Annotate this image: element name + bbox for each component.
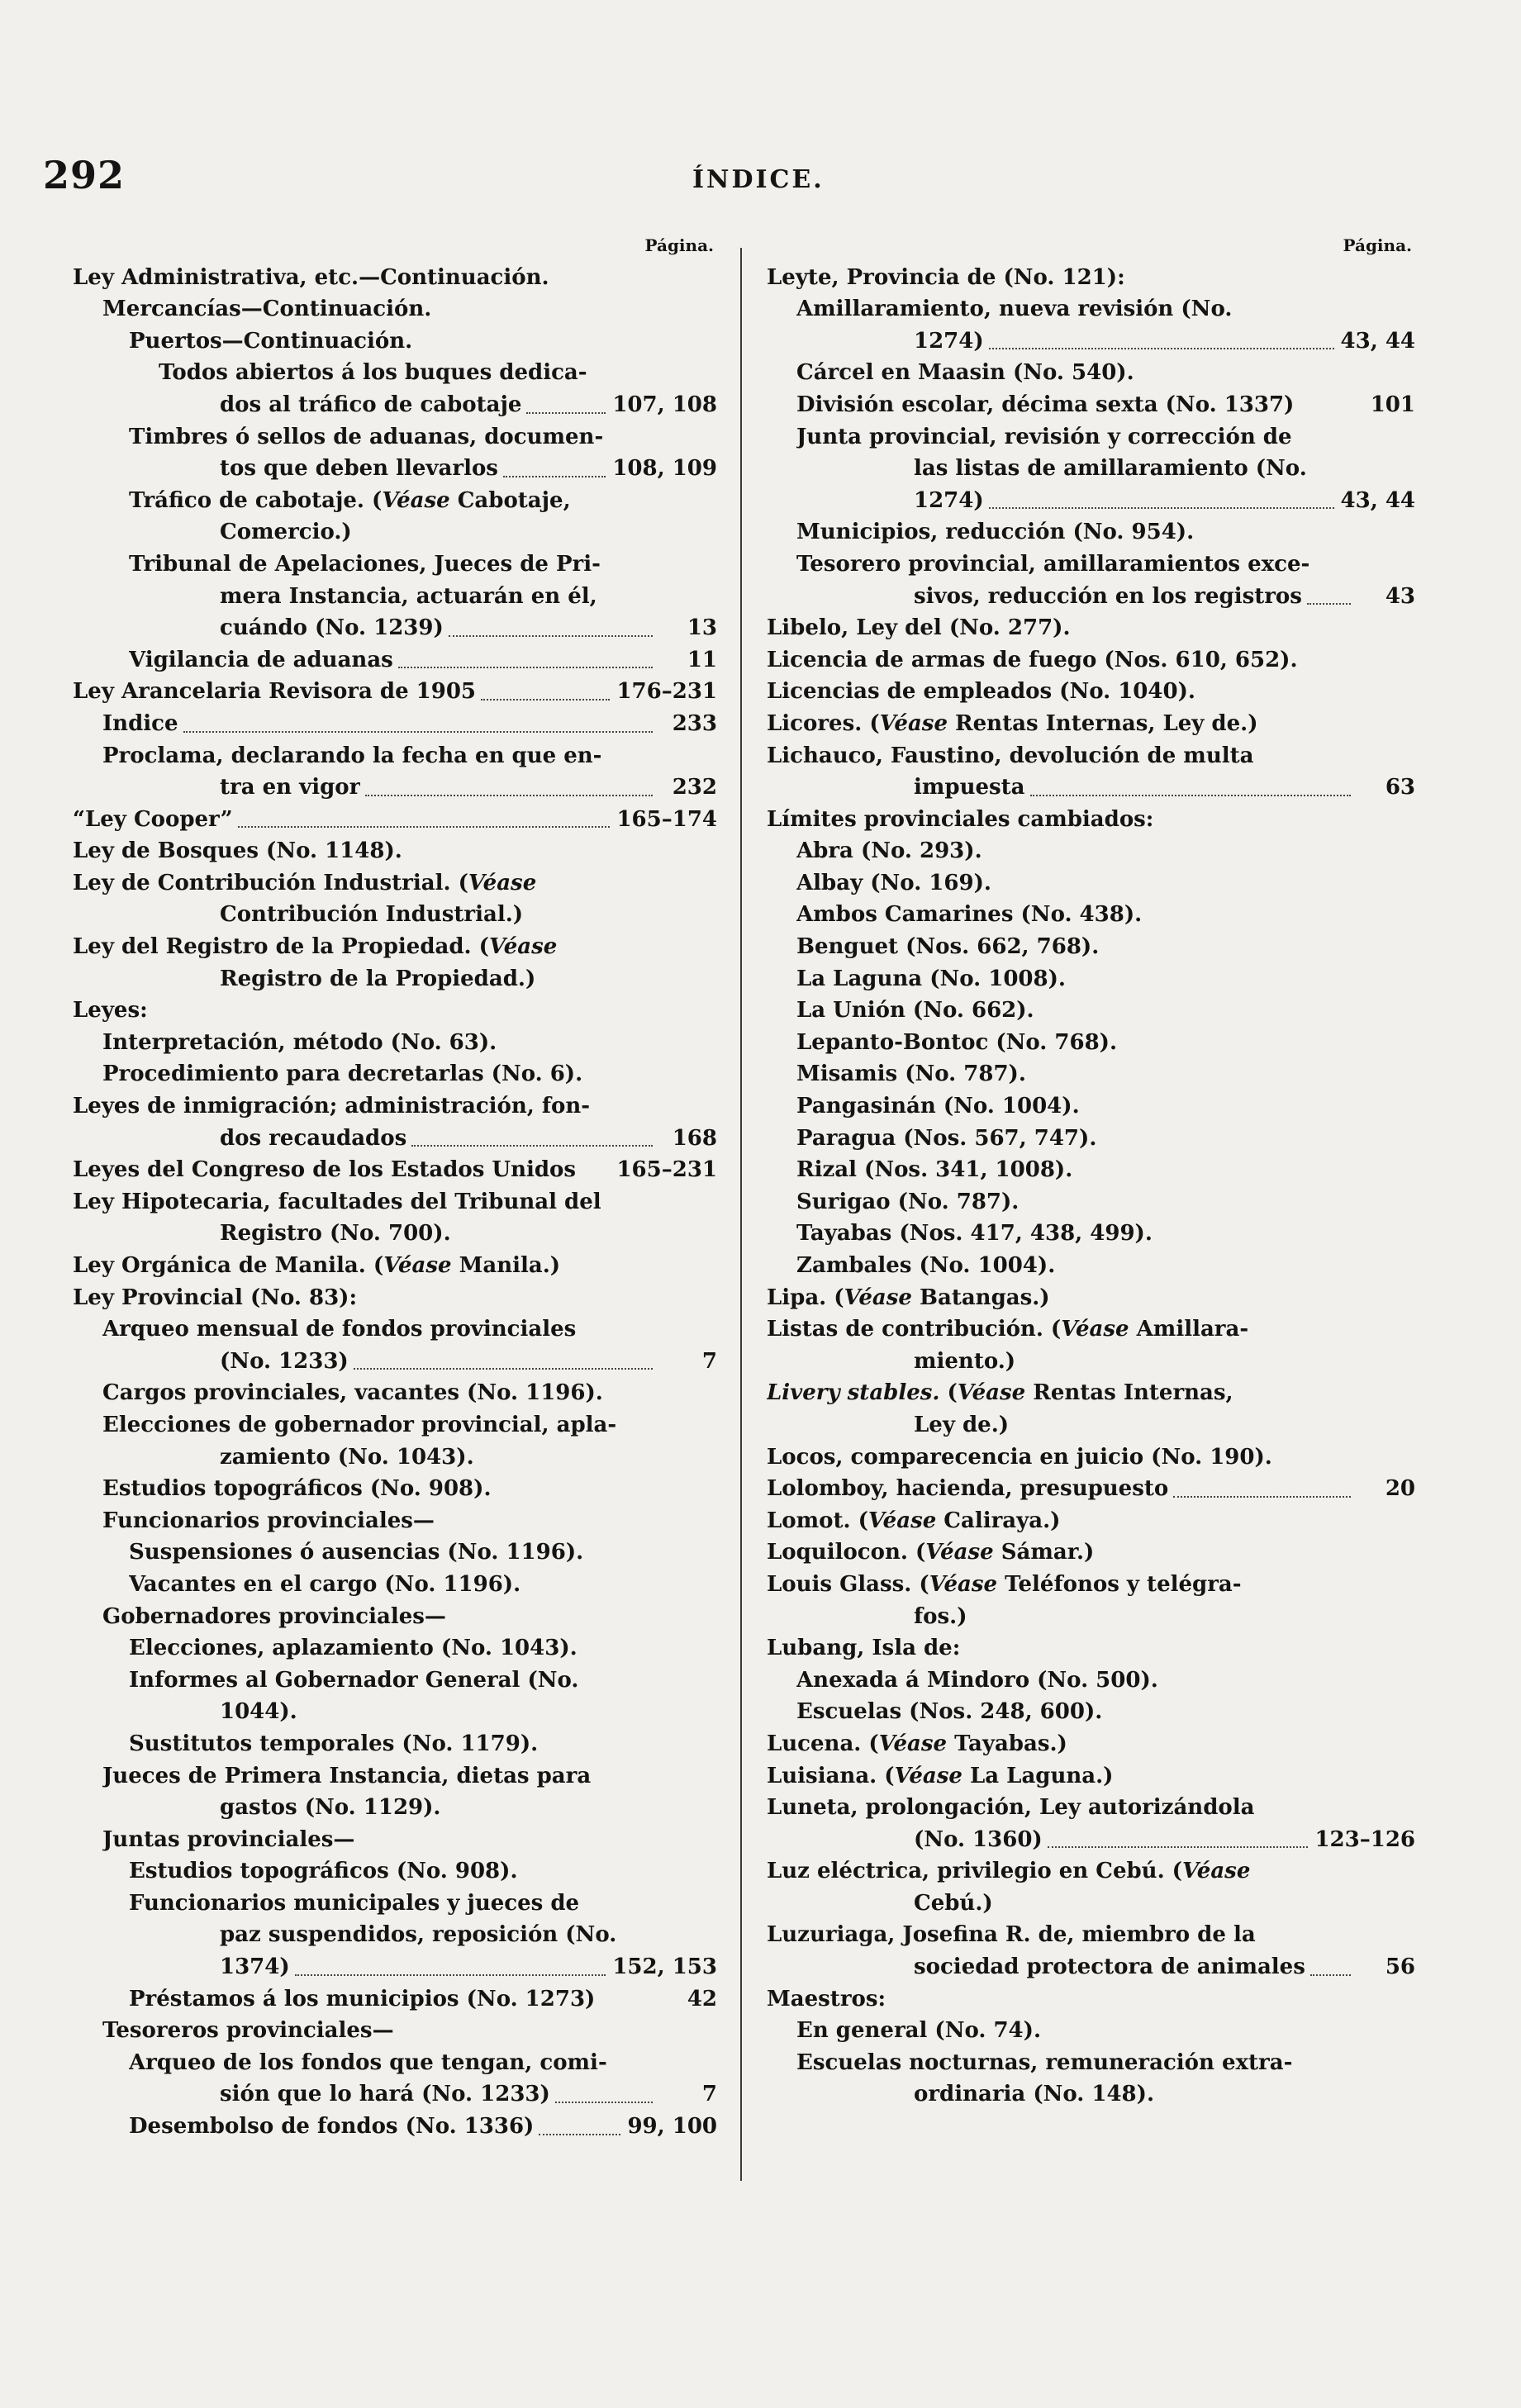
entry-text: Todos abiertos á los buques dedica- [159, 360, 587, 386]
entry-text: Ley Provincial (No. 83): [73, 1285, 358, 1310]
index-entry-line [767, 1632, 1415, 1665]
entry-text: dos recaudados [220, 1125, 407, 1151]
entry-text: “Ley Cooper” [73, 806, 233, 832]
entry-text: Ambos Camarines (No. 438). [796, 902, 1143, 928]
index-entry-line [73, 581, 717, 613]
index-entry-line [767, 1282, 1415, 1314]
entry-text: Ley de Contribución Industrial. (Véase [73, 870, 537, 895]
index-entry-line [767, 1377, 1415, 1409]
dot-leader [398, 644, 653, 669]
entry-text: Leyes de inmigración; administración, fon- [73, 1094, 591, 1119]
entry-text: cuándo (No. 1239) [220, 615, 444, 641]
entry-text: mera Instancia, actuarán en él, [220, 583, 597, 609]
entry-text: Contribución Industrial.) [220, 902, 524, 928]
index-entry-line [73, 1569, 717, 1601]
entry-text: Ley del Registro de la Propiedad. (Véase [73, 934, 558, 960]
index-entry-line [73, 389, 717, 421]
entry-text: Ley Orgánica de Manila. (Véase Manila.) [73, 1253, 561, 1278]
entry-text: Gobernadores provinciales— [102, 1603, 446, 1629]
entry-text: Lepanto-Bontoc (No. 768). [796, 1029, 1118, 1055]
entry-text: fos.) [914, 1603, 967, 1629]
entry-text: Lubang, Isla de: [767, 1636, 961, 1661]
page-reference: 43, 44 [1340, 487, 1415, 513]
index-entry-line [73, 740, 717, 772]
index-entry-line [767, 357, 1415, 389]
entry-text: Licencia de armas de fuego (Nos. 610, 652). [767, 647, 1298, 672]
index-entry-line [767, 1601, 1415, 1633]
index-entry-line [767, 262, 1415, 294]
index-entry-line [767, 612, 1415, 644]
entry-text: Maestros: [767, 1986, 886, 2011]
entry-text: Tribunal de Apelaciones, Jueces de Pri- [129, 551, 601, 577]
dot-leader [989, 325, 1334, 350]
entry-text: tra en vigor [220, 775, 361, 800]
dot-leader [411, 1123, 653, 1147]
index-entry-line [767, 1983, 1415, 2016]
entry-text: las listas de amillaramiento (No. [914, 456, 1307, 482]
entry-text: Escuelas (Nos. 248, 600). [796, 1699, 1103, 1725]
entry-text: Jueces de Primera Instancia, dietas para [102, 1763, 592, 1788]
page-reference: 152, 153 [612, 1954, 717, 1980]
index-entry-line [767, 1919, 1415, 1951]
index-entry-line [767, 708, 1415, 740]
entry-text: Rizal (Nos. 341, 1008). [796, 1157, 1073, 1183]
entry-text: Cárcel en Maasin (No. 540). [796, 360, 1134, 386]
entry-text: Amillaramiento, nueva revisión (No. [796, 297, 1233, 322]
page-reference: 107, 108 [612, 392, 717, 417]
entry-text: Arqueo de los fondos que tengan, comi- [129, 2049, 607, 2075]
entry-text: Louis Glass. (Véase Teléfonos y telégra- [767, 1571, 1242, 1597]
entry-text: Lucena. (Véase Tayabas.) [767, 1731, 1067, 1756]
dot-leader [526, 389, 606, 414]
entry-text: Zambales (No. 1004). [796, 1253, 1056, 1278]
index-entry-line [767, 804, 1415, 836]
entry-text: zamiento (No. 1043). [220, 1444, 474, 1470]
page-reference: 99, 100 [627, 2114, 717, 2140]
entry-text: (No. 1360) [914, 1826, 1043, 1852]
index-entry-line [73, 1123, 717, 1155]
index-entry-line [767, 1473, 1415, 1505]
index-entry-line [767, 293, 1415, 325]
entry-text: 1274) [914, 328, 984, 354]
entry-text: Proclama, declarando la fecha en que en- [102, 743, 602, 768]
index-entry-line [73, 357, 717, 389]
entry-text: Junta provincial, revisión y corrección de [796, 424, 1292, 449]
dot-leader [1307, 581, 1351, 606]
index-entry-line [767, 1441, 1415, 1474]
dot-leader [555, 2078, 653, 2103]
index-entry-line [73, 1919, 717, 1951]
index-entry-line [767, 485, 1415, 517]
index-entry-line [73, 1760, 717, 1793]
entry-text: Cargos provinciales, vacantes (No. 1196). [102, 1380, 603, 1406]
page-reference: 43, 44 [1340, 328, 1415, 354]
entry-text: Pangasinán (No. 1004). [796, 1094, 1080, 1119]
entry-text: Registro de la Propiedad.) [220, 966, 536, 991]
index-entry-line [73, 262, 717, 294]
index-entry-line [73, 835, 717, 867]
page-reference: 165–174 [616, 806, 717, 832]
index-entry-line [767, 1186, 1415, 1218]
page-reference: 233 [672, 710, 717, 736]
index-entry-line [73, 2078, 717, 2111]
index-entry-line [767, 1218, 1415, 1250]
entry-text: Lipa. (Véase Batangas.) [767, 1285, 1050, 1310]
entry-text: Timbres ó sellos de aduanas, documen- [129, 424, 604, 449]
index-entry-line [73, 1696, 717, 1728]
entry-text: sociedad protectora de animales [914, 1954, 1305, 1980]
entry-text: 1044). [220, 1699, 297, 1725]
index-entry-line [73, 772, 717, 804]
index-entry-line [767, 325, 1415, 358]
index-entry-line [73, 1154, 717, 1186]
entry-text: sión que lo hará (No. 1233) [220, 2082, 550, 2107]
entry-text: Vigilancia de aduanas [129, 647, 393, 672]
index-entry-line [73, 1601, 717, 1633]
index-entry-line [767, 1951, 1415, 1983]
entry-text: Misamis (No. 787). [796, 1062, 1026, 1087]
entry-text: Libelo, Ley del (No. 277). [767, 615, 1071, 641]
index-entry-line [73, 1027, 717, 1059]
dot-leader [989, 485, 1334, 510]
index-entry-line [767, 995, 1415, 1027]
index-entry-line [767, 1824, 1415, 1856]
index-entry-line [73, 485, 717, 517]
index-entry-line [73, 708, 717, 740]
page-reference: 56 [1385, 1954, 1415, 1980]
entry-text: (No. 1233) [220, 1348, 349, 1374]
entry-text: Indice [102, 710, 178, 736]
entry-text: Ley Arancelaria Revisora de 1905 [73, 679, 477, 705]
entry-text: Tesorero provincial, amillaramientos exce- [796, 551, 1310, 577]
entry-text: sivos, reducción en los registros [914, 583, 1302, 609]
index-entry-line [73, 1346, 717, 1378]
index-entry-line [73, 1536, 717, 1569]
index-entry-line [73, 1186, 717, 1218]
index-entry-line [73, 867, 717, 900]
page-reference: 101 [1370, 392, 1415, 417]
index-entry-line [73, 1983, 717, 2016]
index-entry-line [73, 1409, 717, 1441]
index-entry-line [767, 676, 1415, 708]
entry-text: La Laguna (No. 1008). [796, 966, 1066, 991]
index-entry-line [767, 1123, 1415, 1155]
index-entry-line [767, 1665, 1415, 1697]
index-entry-line [73, 1632, 717, 1665]
index-entry-line [767, 931, 1415, 963]
entry-text: Ley Administrativa, etc.—Continuación. [73, 264, 549, 290]
index-entry-line [767, 644, 1415, 677]
index-entry-line [767, 1250, 1415, 1282]
index-entry-line [73, 1792, 717, 1824]
entry-text: Albay (No. 169). [796, 870, 991, 895]
dot-leader [354, 1346, 653, 1370]
entry-text: Anexada á Mindoro (No. 500). [796, 1667, 1158, 1693]
index-entry-line [73, 325, 717, 358]
index-entry-line [73, 995, 717, 1027]
index-entry-line [767, 421, 1415, 454]
index-entry-line [73, 516, 717, 549]
entry-text: Vacantes en el cargo (No. 1196). [129, 1571, 521, 1597]
index-entry-line [767, 1888, 1415, 1920]
index-entry-line [767, 2078, 1415, 2111]
entry-text: Préstamos á los municipios (No. 1273) [129, 1986, 596, 2011]
entry-text: Elecciones de gobernador provincial, apla- [102, 1412, 617, 1437]
index-entry-line [73, 453, 717, 485]
dot-leader [1173, 1473, 1351, 1498]
index-entry-line [767, 1027, 1415, 1059]
entry-text: Loquilocon. (Véase Sámar.) [767, 1540, 1095, 1565]
page-reference: 7 [701, 2082, 717, 2107]
index-entry-line [73, 1441, 717, 1474]
entry-text: Abra (No. 293). [796, 838, 982, 864]
entry-text: Interpretación, método (No. 63). [102, 1029, 497, 1055]
index-entry-line [767, 1346, 1415, 1378]
entry-text: Funcionarios municipales y jueces de [129, 1890, 580, 1916]
entry-text: Luisiana. (Véase La Laguna.) [767, 1763, 1114, 1788]
pagina-label: Página. [1343, 235, 1412, 255]
index-entry-line [73, 2047, 717, 2079]
dot-leader [183, 708, 654, 733]
entry-text: Cebú.) [914, 1890, 993, 1916]
dot-leader [539, 2111, 620, 2135]
index-entry-line [73, 1218, 717, 1250]
entry-text: Luzuriaga, Josefina R. de, miembro de la [767, 1922, 1256, 1948]
page-reference: 232 [672, 775, 717, 800]
entry-text: Estudios topográficos (No. 908). [102, 1476, 492, 1502]
index-entry-line [767, 867, 1415, 900]
index-entry-line [767, 1154, 1415, 1186]
entry-text: La Unión (No. 662). [796, 998, 1034, 1024]
index-entry-line [767, 1058, 1415, 1090]
entry-text: En general (No. 74). [796, 2018, 1042, 2044]
page-reference: 176–231 [616, 679, 717, 705]
index-entry-line [73, 1282, 717, 1314]
entry-text: Mercancías—Continuación. [102, 297, 432, 322]
index-entry-line [767, 389, 1415, 421]
entry-text: Leyte, Provincia de (No. 121): [767, 264, 1125, 290]
page-reference: 43 [1385, 583, 1415, 609]
entry-text: Surigao (No. 787). [796, 1189, 1020, 1214]
dot-leader [449, 612, 653, 637]
entry-text: Comercio.) [220, 520, 352, 545]
entry-text: Escuelas nocturnas, remuneración extra- [796, 2049, 1293, 2075]
index-entry-line [767, 740, 1415, 772]
entry-text: Límites provinciales cambiados: [767, 806, 1154, 832]
entry-text: miento.) [914, 1348, 1016, 1374]
pagina-label: Página. [644, 235, 714, 255]
index-entry-line [767, 1090, 1415, 1123]
dot-leader [503, 453, 606, 477]
index-entry-line [73, 1505, 717, 1537]
page-reference: 168 [672, 1125, 717, 1151]
page-reference: 7 [701, 1348, 717, 1374]
entry-text: gastos (No. 1129). [220, 1795, 441, 1821]
entry-text: Licores. (Véase Rentas Internas, Ley de.) [767, 710, 1258, 736]
page-reference: 42 [687, 1986, 717, 2011]
index-entry-line [73, 2015, 717, 2047]
index-entry-line [73, 1824, 717, 1856]
index-entry-line [767, 2047, 1415, 2079]
entry-text: Arqueo mensual de fondos provinciales [102, 1317, 577, 1342]
entry-text: Paragua (Nos. 567, 747). [796, 1125, 1097, 1151]
entry-text: Leyes: [73, 998, 148, 1024]
entry-text: Ley Hipotecaria, facultades del Tribunal del [73, 1189, 601, 1214]
entry-text: ordinaria (No. 148). [914, 2082, 1155, 2107]
entry-text: Estudios topográficos (No. 908). [129, 1859, 518, 1884]
index-entry-line [767, 1792, 1415, 1824]
page-reference: 20 [1385, 1476, 1415, 1502]
dot-leader [1310, 1951, 1351, 1976]
index-entry-line [73, 1250, 717, 1282]
index-entry-line [73, 1665, 717, 1697]
page-reference: 108, 109 [612, 456, 717, 482]
index-entry-line [73, 612, 717, 644]
index-entry-line [767, 1505, 1415, 1537]
index-entry-line [767, 835, 1415, 867]
index-entry-line [767, 899, 1415, 931]
entry-text: Suspensiones ó ausencias (No. 1196). [129, 1540, 584, 1565]
left-column [73, 230, 717, 2143]
index-entry-line [767, 1569, 1415, 1601]
index-entry-line [767, 1409, 1415, 1441]
index-entry-line [767, 549, 1415, 581]
entry-text: Puertos—Continuación. [129, 328, 413, 354]
entry-text: Informes al Gobernador General (No. [129, 1667, 579, 1693]
index-entry-line [73, 1313, 717, 1346]
entry-text: División escolar, décima sexta (No. 1337) [796, 392, 1295, 417]
dot-leader [365, 772, 653, 796]
index-entry-line [73, 804, 717, 836]
page-reference: 11 [687, 647, 717, 672]
index-entry-line [767, 453, 1415, 485]
index-entry-line [73, 293, 717, 325]
entry-text: Procedimiento para decretarlas (No. 6). [102, 1062, 583, 1087]
entry-text: Benguet (Nos. 662, 768). [796, 934, 1100, 960]
index-entry-line [767, 772, 1415, 804]
index-entry-line [73, 676, 717, 708]
entry-text: Tayabas (Nos. 417, 438, 499). [796, 1221, 1153, 1247]
index-entry-line [767, 2015, 1415, 2047]
index-entry-line [73, 1888, 717, 1920]
entry-text: Elecciones, aplazamiento (No. 1043). [129, 1636, 578, 1661]
page-reference: 123–126 [1314, 1826, 1415, 1852]
index-entry-line [73, 1090, 717, 1123]
index-entry-line [73, 1951, 717, 1983]
entry-text: Ley de Bosques (No. 1148). [73, 838, 402, 864]
index-entry-line [73, 1728, 717, 1760]
right-column [767, 230, 1415, 2111]
entry-text: Sustitutos temporales (No. 1179). [129, 1731, 539, 1756]
entry-text: Licencias de empleados (No. 1040). [767, 679, 1195, 705]
index-entry-line [73, 2111, 717, 2143]
entry-text: Municipios, reducción (No. 954). [796, 520, 1195, 545]
index-entry-line [767, 1313, 1415, 1346]
dot-leader [295, 1951, 606, 1976]
index-entry-line [767, 1536, 1415, 1569]
index-entry-line [73, 549, 717, 581]
entry-text: Luz eléctrica, privilegio en Cebú. (Véase [767, 1859, 1251, 1884]
dot-leader [238, 804, 611, 829]
entry-text: Listas de contribución. (Véase Amillara- [767, 1317, 1249, 1342]
index-entry-line [73, 931, 717, 963]
index-entry-line [767, 1728, 1415, 1760]
index-entry-line [767, 1696, 1415, 1728]
index-entry-line [767, 1855, 1415, 1888]
entry-text: Lolomboy, hacienda, presupuesto [767, 1476, 1169, 1502]
entry-text: 1274) [914, 487, 984, 513]
entry-text: Locos, comparecencia en juicio (No. 190). [767, 1444, 1272, 1470]
index-entry-line [767, 1760, 1415, 1793]
entry-text: Leyes del Congreso de los Estados Unidos [73, 1157, 577, 1183]
entry-text: Registro (No. 700). [220, 1221, 451, 1247]
column-divider [740, 248, 742, 2181]
dot-leader [481, 676, 610, 701]
page-number: 292 [43, 153, 126, 197]
page-reference: 13 [687, 615, 717, 641]
index-entry-line [767, 963, 1415, 995]
entry-text: Funcionarios provinciales— [102, 1508, 435, 1533]
entry-text: Desembolso de fondos (No. 1336) [129, 2114, 535, 2140]
index-entry-line [73, 644, 717, 677]
entry-text: Ley de.) [914, 1412, 1010, 1437]
index-entry-line [73, 421, 717, 454]
entry-text: Tráfico de cabotaje. (Véase Cabotaje, [129, 487, 571, 513]
index-entry-line [767, 581, 1415, 613]
page-reference: 165–231 [616, 1157, 717, 1183]
entry-text: paz suspendidos, reposición (No. [220, 1922, 617, 1948]
entry-text: Lomot. (Véase Caliraya.) [767, 1508, 1061, 1533]
index-entry-line [73, 1058, 717, 1090]
entry-text: Tesoreros provinciales— [102, 2018, 394, 2044]
entry-text: Luneta, prolongación, Ley autorizándola [767, 1795, 1255, 1821]
dot-leader [1030, 772, 1351, 796]
dot-leader [1048, 1824, 1309, 1849]
running-head: ÍNDICE. [692, 165, 825, 194]
index-entry-line [767, 516, 1415, 549]
index-entry-line [73, 963, 717, 995]
entry-text: Juntas provinciales— [102, 1826, 355, 1852]
index-entry-line [73, 1377, 717, 1409]
entry-text: dos al tráfico de cabotaje [220, 392, 522, 417]
page-reference: 63 [1385, 775, 1415, 800]
entry-text: Livery stables. (Véase Rentas Internas, [767, 1380, 1233, 1406]
entry-text: tos que deben llevarlos [220, 456, 498, 482]
entry-text: 1374) [220, 1954, 290, 1980]
index-entry-line [73, 1855, 717, 1888]
index-entry-line [73, 1473, 717, 1505]
entry-text: impuesta [914, 775, 1025, 800]
index-entry-line [73, 899, 717, 931]
entry-text: Lichauco, Faustino, devolución de multa [767, 743, 1254, 768]
